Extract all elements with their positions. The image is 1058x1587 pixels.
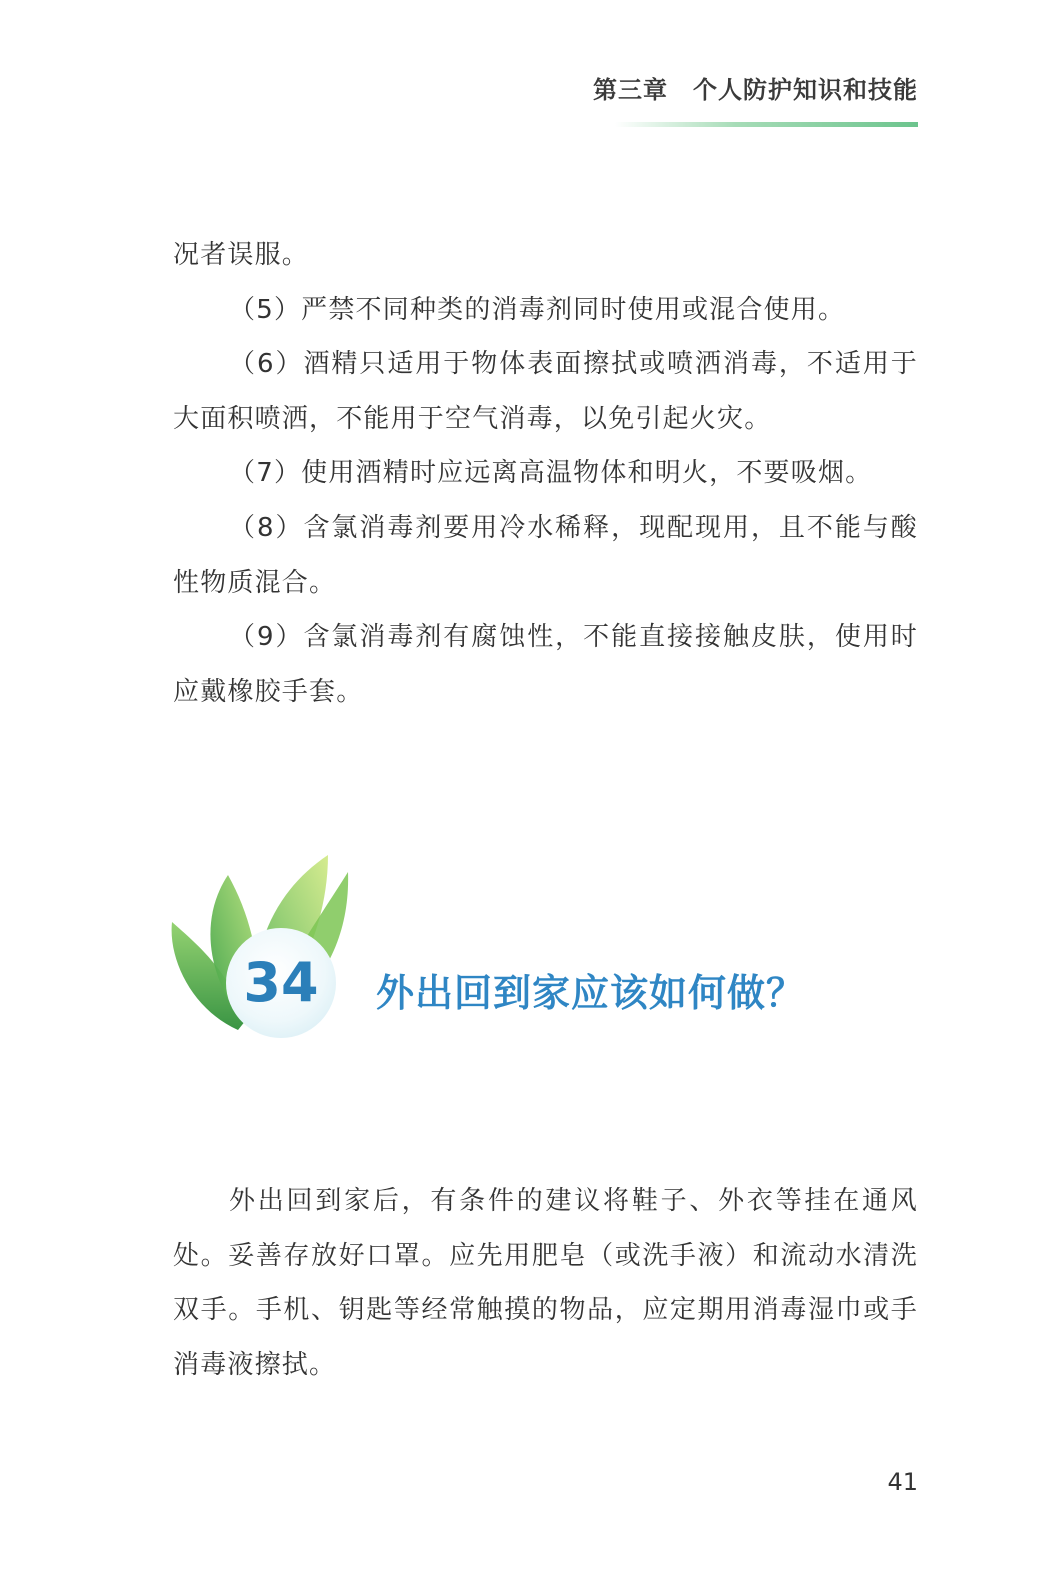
section-title: 外出回到家应该如何做？ bbox=[376, 971, 806, 1015]
paragraph: （5）严禁不同种类的消毒剂同时使用或混合使用。 bbox=[229, 294, 846, 325]
paragraph: （9）含氯消毒剂有腐蚀性，不能直接接触皮肤，使用时应戴橡胶手套。 bbox=[173, 622, 918, 707]
section-body bbox=[173, 1174, 918, 1392]
body-top bbox=[173, 228, 918, 719]
paragraph: （6）酒精只适用于物体表面擦拭或喷洒消毒，不适用于大面积喷洒，不能用于空气消毒，以免引起火灾。 bbox=[173, 349, 918, 434]
chapter-header: 第三章 个人防护知识和技能 bbox=[593, 76, 918, 104]
paragraph: （7）使用酒精时应远离高温物体和明火，不要吸烟。 bbox=[229, 458, 873, 489]
paragraph: （8）含氯消毒剂要用冷水稀释，现配现用，且不能与酸性物质混合。 bbox=[173, 512, 918, 598]
section-banner bbox=[168, 850, 868, 1050]
page-number: 41 bbox=[887, 1468, 918, 1496]
paragraph: 外出回到家后，有条件的建议将鞋子、外衣等挂在通风处。妥善存放好口罩。应先用肥皂（或洗手液）和流动水清洗双手。手机、钥匙等经常触摸的物品，应定期用消毒湿巾或手消毒液擦拭。 bbox=[173, 1186, 918, 1380]
header-divider bbox=[615, 122, 918, 127]
paragraph: 况者误服。 bbox=[173, 240, 310, 270]
section-number: 34 bbox=[243, 951, 319, 1014]
